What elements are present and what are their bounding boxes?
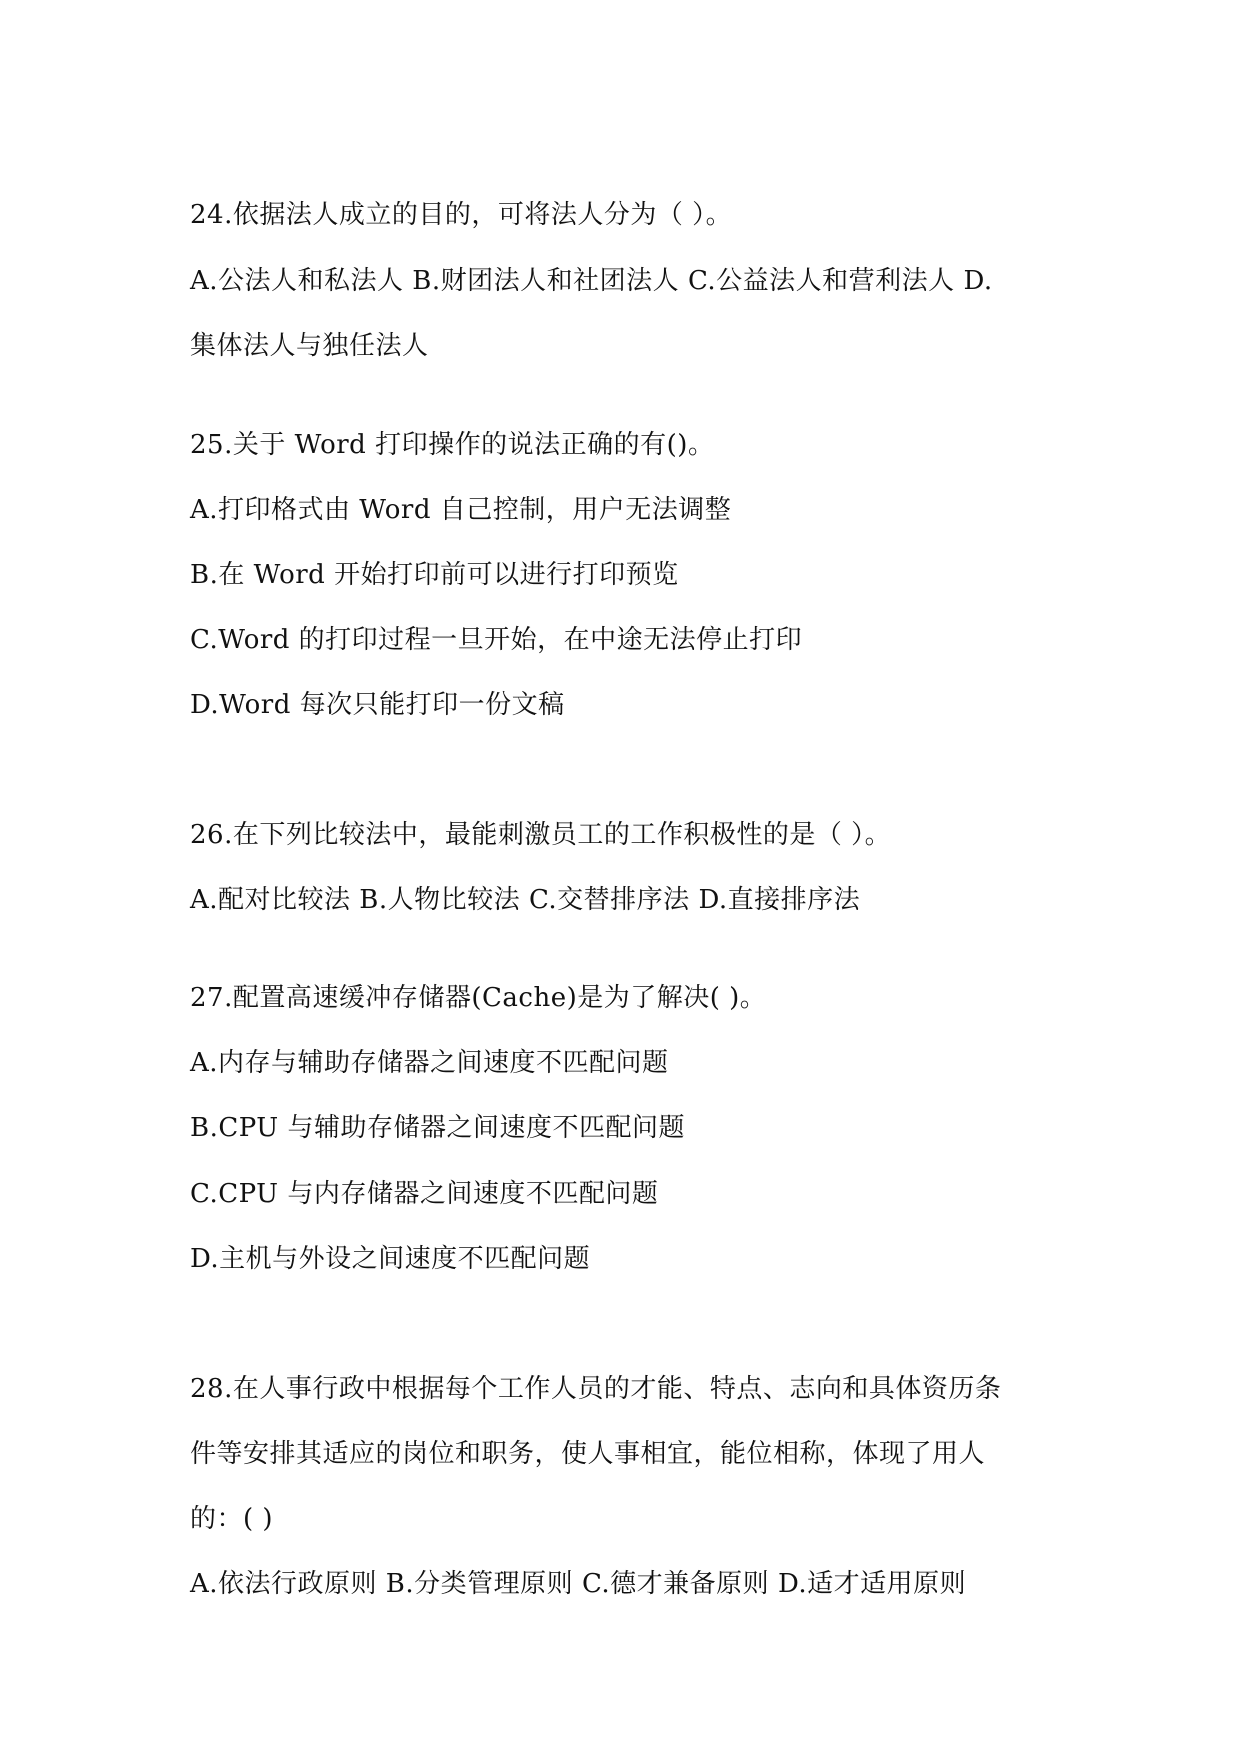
question-28-options: A.依法行政原则 B.分类管理原则 C.德才兼备原则 D.适才适用原则: [190, 1569, 967, 1599]
question-28-stem-line-1: 28.在人事行政中根据每个工作人员的才能、特点、志向和具体资历条: [190, 1374, 1002, 1404]
question-25-option-c: C.Word 的打印过程一旦开始，在中途无法停止打印: [190, 625, 803, 655]
question-25-option-a: A.打印格式由 Word 自己控制，用户无法调整: [190, 495, 732, 525]
question-27-stem: 27.配置高速缓冲存储器(Cache)是为了解决( )。: [190, 983, 767, 1013]
question-25-stem: 25.关于 Word 打印操作的说法正确的有()。: [190, 430, 715, 460]
question-28-stem-line-2: 件等安排其适应的岗位和职务，使人事相宜，能位相称，体现了用人: [190, 1439, 986, 1469]
question-27-option-a: A.内存与辅助存储器之间速度不匹配问题: [190, 1048, 669, 1078]
question-25-option-b: B.在 Word 开始打印前可以进行打印预览: [190, 560, 679, 590]
question-27-option-b: B.CPU 与辅助存储器之间速度不匹配问题: [190, 1113, 685, 1143]
question-27-option-c: C.CPU 与内存储器之间速度不匹配问题: [190, 1179, 659, 1209]
question-24-options: A.公法人和私法人 B.财团法人和社团法人 C.公益法人和营利法人 D.: [190, 266, 993, 296]
question-26-stem: 26.在下列比较法中，最能刺激员工的工作积极性的是（ ）。: [190, 820, 892, 850]
question-27-option-d: D.主机与外设之间速度不匹配问题: [190, 1244, 591, 1274]
question-25-option-d: D.Word 每次只能打印一份文稿: [190, 690, 565, 720]
question-28-stem-line-3: 的：( ): [190, 1504, 274, 1534]
question-24-stem: 24.依据法人成立的目的，可将法人分为（ ）。: [190, 200, 733, 230]
question-24-options-cont: 集体法人与独任法人: [190, 331, 429, 361]
question-26-options: A.配对比较法 B.人物比较法 C.交替排序法 D.直接排序法: [190, 885, 861, 915]
